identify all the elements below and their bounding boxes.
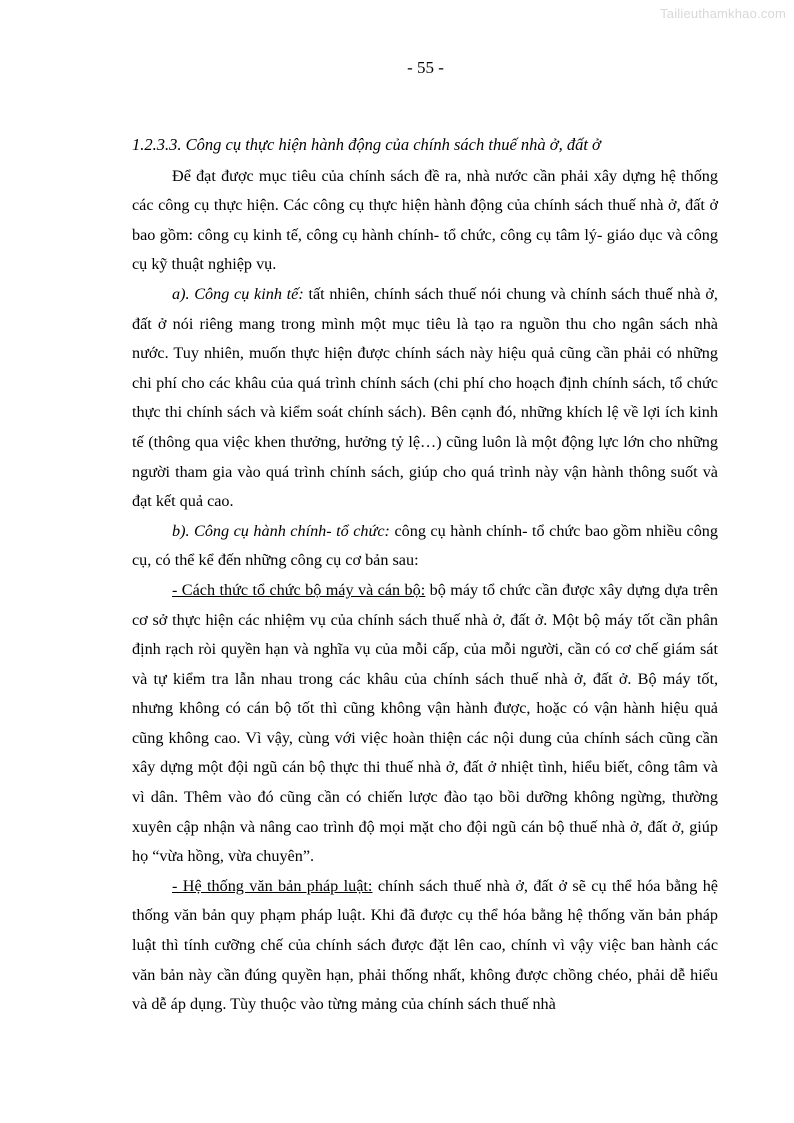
paragraph-text: công cụ hành chính- tổ chức bao gồm nhiều công cụ, có thể kể đến những công cụ cơ bản sau: [132, 521, 718, 570]
page-number: - 55 - [407, 58, 444, 77]
paragraph-text: chính sách thuế nhà ở, đất ở sẽ cụ thể hóa bằng hệ thống văn bản quy phạm pháp luật. Khi đã được cụ thể hóa bằng hệ thống văn bản pháp luật thì tính cưỡng chế của chính sách được đặt lên cao, chính vì vậy việc ban hành các văn bản này cần đúng quyền hạn, phải thống nhất, không được chồng chéo, phải dễ hiểu và dễ áp dụng. Tùy thuộc vào từng mảng của chính sách thuế nhà [132, 876, 718, 1014]
paragraph-intro [132, 162, 718, 280]
paragraph-admin-tools [132, 517, 718, 576]
paragraph-lead: a). Công cụ kinh tế: [172, 284, 304, 303]
paragraph-legal-system [132, 872, 718, 1020]
paragraph-organization [132, 576, 718, 872]
paragraph-text: tất nhiên, chính sách thuế nói chung và chính sách thuế nhà ở, đất ở nói riêng mang trong mình một mục tiêu là tạo ra nguồn thu cho ngân sách nhà nước. Tuy nhiên, muốn thực hiện được chính sách này hiệu quả cũng cần phải có những chi phí cho các khâu của quá trình chính sách (chi phí cho hoạch định chính sách, tổ chức thực thi chính sách và kiểm soát chính sách). Bên cạnh đó, những khích lệ về lợi ích kinh tế (thông qua việc khen thưởng, hưởng tỷ lệ…) cũng luôn là một động lực lớn cho những người tham gia vào quá trình chính sách, giúp cho quá trình này vận hành thông suốt và đạt kết quả cao. [132, 284, 718, 511]
paragraph-economic-tools [132, 280, 718, 517]
watermark: Tailieuthamkhao.com [660, 6, 786, 21]
section-heading: 1.2.3.3. Công cụ thực hiện hành động của chính sách thuế nhà ở, đất ở [132, 135, 601, 154]
paragraph-lead: - Hệ thống văn bản pháp luật: [172, 876, 373, 895]
page-content [132, 130, 718, 1020]
paragraph-text: bộ máy tổ chức cần được xây dựng dựa trên cơ sở thực hiện các nhiệm vụ của chính sách thuế nhà ở, đất ở. Một bộ máy tốt cần phân định rạch ròi quyền hạn và nghĩa vụ của mỗi cấp, của mỗi người, cần có cơ chế giám sát và tự kiểm tra lẫn nhau trong các khâu của chính sách thuế nhà ở, đất ở. Bộ máy tốt, nhưng không có cán bộ tốt thì cũng không vận hành được, hoặc có vận hành hiệu quả cũng không cao. Vì vậy, cùng với việc hoàn thiện các nội dung của chính sách cũng cần xây dựng một đội ngũ cán bộ thực thi thuế nhà ở, đất ở nhiệt tình, hiểu biết, công tâm và vì dân. Thêm vào đó cũng cần có chiến lược đào tạo bồi dưỡng không ngừng, thường xuyên cập nhận và nâng cao trình độ mọi mặt cho đội ngũ cán bộ thuế nhà ở, đất ở, giúp họ “vừa hồng, vừa chuyên”. [132, 580, 719, 866]
paragraph-text: Để đạt được mục tiêu của chính sách đề ra, nhà nước cần phải xây dựng hệ thống các công cụ thực hiện. Các công cụ thực hiện hành động của chính sách thuế nhà ở, đất ở bao gồm: công cụ kinh tế, công cụ hành chính- tổ chức, công cụ tâm lý- giáo dục và công cụ kỹ thuật nghiệp vụ. [132, 166, 718, 274]
paragraph-lead: - Cách thức tổ chức bộ máy và cán bộ: [172, 580, 426, 599]
paragraph-lead: b). Công cụ hành chính- tổ chức: [172, 521, 390, 540]
